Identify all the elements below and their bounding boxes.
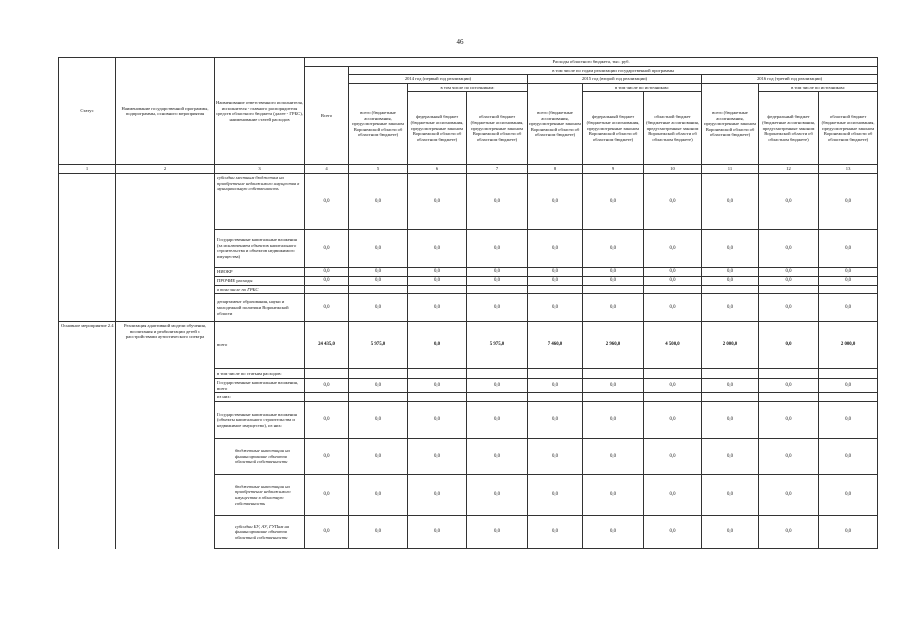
value-cell: 0,0 (644, 276, 702, 285)
value-cell: 0,0 (583, 173, 644, 229)
value-cell: 0,0 (408, 294, 467, 322)
header-2014-regional: областной бюджет (бюджетные ассигнования, предусмотренные законом Воронежской области об областном бюджете) (467, 92, 528, 165)
expense-item-label: субсидии БУ, АУ, ГУПам на финансирование объектов областной собственности (215, 516, 305, 549)
program-cell (116, 516, 215, 549)
value-cell: 0,0 (644, 475, 702, 516)
value-cell (528, 393, 583, 402)
program-cell (116, 267, 215, 276)
column-number: 7 (467, 165, 528, 174)
value-cell: 0,0 (644, 402, 702, 439)
value-cell: 0,0 (759, 439, 819, 475)
header-program: Наименование государственной программы, подпрограммы, основного мероприятия (116, 58, 215, 165)
value-cell: 0,0 (583, 267, 644, 276)
value-cell: 0,0 (408, 379, 467, 393)
header-2015-sources: в том числе по источникам: (583, 83, 702, 92)
value-cell: 0,0 (408, 276, 467, 285)
value-cell (305, 285, 349, 294)
table-row (59, 285, 878, 294)
value-cell: 0,0 (408, 173, 467, 229)
value-cell: 0,0 (408, 402, 467, 439)
value-cell: 0,0 (305, 276, 349, 285)
program-cell (116, 229, 215, 267)
value-cell: 0,0 (467, 276, 528, 285)
expense-item-label: Государственные капитальные вложения (за исключением объектов капитального строительства и объектов недвижимого имущества) (215, 229, 305, 267)
value-cell: 0,0 (528, 516, 583, 549)
value-cell (759, 369, 819, 379)
value-cell (408, 369, 467, 379)
program-cell: Реализация адаптивной модели обучения, воспитания и реабилитации детей с расстройствами аутистического спектра (116, 322, 215, 369)
value-cell: 0,0 (759, 379, 819, 393)
status-cell (59, 267, 116, 276)
value-cell: 0,0 (528, 267, 583, 276)
value-cell: 0,0 (305, 379, 349, 393)
value-cell: 0,0 (305, 229, 349, 267)
value-cell: 0,0 (583, 439, 644, 475)
value-cell: 0,0 (467, 229, 528, 267)
value-cell: 0,0 (819, 173, 878, 229)
value-cell: 2 000,0 (819, 322, 878, 369)
header-2016-sources: в том числе по источникам: (759, 83, 878, 92)
table-row (59, 276, 878, 285)
expense-item-label: НИОКР (215, 267, 305, 276)
header-2015-federal: федеральный бюджет (бюджетные ассигнования, предусмотренные законом Воронежской области об областном бюджете) (583, 92, 644, 165)
value-cell: 0,0 (408, 439, 467, 475)
column-number: 6 (408, 165, 467, 174)
value-cell: 0,0 (583, 516, 644, 549)
value-cell: 0,0 (408, 322, 467, 369)
header-2014-sources: в том числе по источникам: (408, 83, 528, 92)
value-cell (759, 285, 819, 294)
value-cell (305, 369, 349, 379)
column-number-row (59, 165, 878, 174)
value-cell: 0,0 (528, 379, 583, 393)
page-number: 46 (456, 38, 464, 46)
column-number: 11 (702, 165, 759, 174)
value-cell: 0,0 (702, 276, 759, 285)
program-cell (116, 379, 215, 393)
value-cell: 0,0 (702, 439, 759, 475)
value-cell: 0,0 (644, 439, 702, 475)
value-cell: 0,0 (819, 267, 878, 276)
program-cell (116, 475, 215, 516)
value-cell: 24 435,0 (305, 322, 349, 369)
value-cell (583, 285, 644, 294)
value-cell (583, 393, 644, 402)
header-by-years: в том числе по годам реализации государственной программы (349, 66, 878, 75)
table-row (59, 369, 878, 379)
value-cell: 0,0 (759, 402, 819, 439)
value-cell: 0,0 (759, 322, 819, 369)
value-cell: 0,0 (644, 173, 702, 229)
status-cell (59, 516, 116, 549)
value-cell: 0,0 (702, 229, 759, 267)
value-cell: 0,0 (644, 294, 702, 322)
value-cell: 0,0 (583, 475, 644, 516)
value-cell: 0,0 (349, 267, 408, 276)
header-total: Всего (305, 66, 349, 165)
value-cell: 5 975,0 (467, 322, 528, 369)
table-row (59, 229, 878, 267)
header-2015-total: всего (бюджетные ассигнования, предусмотренные законом Воронежской области об областном бюджете) (528, 83, 583, 165)
table-row (59, 379, 878, 393)
header-2016-total: всего (бюджетные ассигнования, предусмотренные законом Воронежской области об областном бюджете) (702, 83, 759, 165)
value-cell (349, 285, 408, 294)
status-cell (59, 285, 116, 294)
value-cell: 0,0 (528, 402, 583, 439)
value-cell (702, 285, 759, 294)
program-cell (116, 439, 215, 475)
value-cell: 0,0 (305, 475, 349, 516)
value-cell: 0,0 (819, 276, 878, 285)
status-cell (59, 294, 116, 322)
value-cell: 0,0 (528, 475, 583, 516)
table-row (59, 439, 878, 475)
value-cell: 0,0 (702, 516, 759, 549)
value-cell: 0,0 (759, 173, 819, 229)
expense-item-label: из них: (215, 393, 305, 402)
value-cell: 0,0 (305, 294, 349, 322)
expense-item-label: бюджетные инвестиции на финансирование объектов областной собственности (215, 439, 305, 475)
value-cell: 2 000,0 (702, 322, 759, 369)
value-cell: 0,0 (349, 402, 408, 439)
value-cell (349, 369, 408, 379)
value-cell (528, 285, 583, 294)
program-cell (116, 402, 215, 439)
header-year-2016: 2016 год (третий год реализации) (702, 75, 878, 84)
value-cell: 7 460,0 (528, 322, 583, 369)
table-row (59, 516, 878, 549)
table-row (59, 322, 878, 369)
header-2015-regional: областной бюджет (бюджетные ассигнования, предусмотренные законом Воронежской области об областном бюджете) (644, 92, 702, 165)
status-cell (59, 379, 116, 393)
program-cell (116, 285, 215, 294)
value-cell: 0,0 (759, 294, 819, 322)
status-cell (59, 439, 116, 475)
value-cell (467, 369, 528, 379)
value-cell: 0,0 (644, 516, 702, 549)
status-cell (59, 276, 116, 285)
expense-item-label: ПРОЧИЕ расходы (215, 276, 305, 285)
value-cell: 0,0 (702, 379, 759, 393)
expense-item-label: в том числе по статьям расходов: (215, 369, 305, 379)
status-cell (59, 402, 116, 439)
value-cell: 0,0 (759, 276, 819, 285)
header-2016-regional: областной бюджет (бюджетные ассигнования, предусмотренные законом Воронежской области об областном бюджете) (819, 92, 878, 165)
value-cell: 0,0 (644, 267, 702, 276)
status-cell (59, 369, 116, 379)
header-year-2015: 2015 год (второй год реализации) (528, 75, 702, 84)
value-cell: 0,0 (305, 173, 349, 229)
value-cell (819, 369, 878, 379)
value-cell: 0,0 (819, 294, 878, 322)
header-executor: Наименование ответственного исполнителя, исполнителя - главного распорядителя средств областного бюджета (далее - ГРБС), наименование статей расходов (215, 58, 305, 165)
value-cell: 0,0 (467, 439, 528, 475)
value-cell: 0,0 (583, 294, 644, 322)
program-cell (116, 276, 215, 285)
value-cell (702, 393, 759, 402)
value-cell: 0,0 (305, 402, 349, 439)
expense-item-label: бюджетные инвестиции на приобретение недвижимого имущества в областную собственность (215, 475, 305, 516)
value-cell (467, 393, 528, 402)
header-year-2014: 2014 год (первый год реализации) (349, 75, 528, 84)
value-cell: 0,0 (349, 439, 408, 475)
column-number: 2 (116, 165, 215, 174)
value-cell: 0,0 (528, 276, 583, 285)
value-cell: 0,0 (528, 439, 583, 475)
value-cell: 2 960,0 (583, 322, 644, 369)
table-header (59, 58, 878, 174)
value-cell (759, 393, 819, 402)
value-cell (819, 285, 878, 294)
value-cell: 0,0 (349, 379, 408, 393)
value-cell: 0,0 (702, 294, 759, 322)
value-cell: 0,0 (819, 475, 878, 516)
value-cell: 0,0 (759, 516, 819, 549)
value-cell: 0,0 (702, 267, 759, 276)
program-cell (116, 173, 215, 229)
value-cell (644, 285, 702, 294)
value-cell: 0,0 (759, 267, 819, 276)
column-number: 1 (59, 165, 116, 174)
column-number: 9 (583, 165, 644, 174)
column-number: 12 (759, 165, 819, 174)
value-cell (528, 369, 583, 379)
value-cell: 0,0 (467, 173, 528, 229)
value-cell: 0,0 (349, 294, 408, 322)
value-cell: 0,0 (305, 439, 349, 475)
expense-item-label: Государственные капитальные вложения, всего (215, 379, 305, 393)
value-cell: 0,0 (349, 475, 408, 516)
value-cell: 0,0 (305, 267, 349, 276)
header-2016-federal: федеральный бюджет (бюджетные ассигнования, предусмотренные законом Воронежской области об областном бюджете) (759, 92, 819, 165)
value-cell: 0,0 (467, 294, 528, 322)
value-cell: 5 975,0 (349, 322, 408, 369)
header-expenses: Расходы областного бюджета, тыс. руб. (305, 58, 878, 67)
value-cell: 0,0 (349, 173, 408, 229)
value-cell: 0,0 (583, 402, 644, 439)
value-cell: 0,0 (819, 229, 878, 267)
value-cell (305, 393, 349, 402)
column-number: 4 (305, 165, 349, 174)
header-2014-total: всего (бюджетные ассигнования, предусмотренные законом Воронежской области об областном бюджете) (349, 83, 408, 165)
program-cell (116, 294, 215, 322)
value-cell: 0,0 (702, 475, 759, 516)
value-cell: 0,0 (467, 475, 528, 516)
column-number: 3 (215, 165, 305, 174)
program-cell (116, 369, 215, 379)
value-cell (644, 369, 702, 379)
expense-item-label: Государственные капитальные вложения (объекты капитального строительства и недвижимое имущество), из них: (215, 402, 305, 439)
value-cell: 0,0 (349, 516, 408, 549)
budget-table (58, 57, 878, 549)
column-number: 13 (819, 165, 878, 174)
budget-table-sheet (58, 57, 877, 549)
header-2014-federal: федеральный бюджет (бюджетные ассигнования, предусмотренные законом Воронежской области об областном бюджете) (408, 92, 467, 165)
status-cell (59, 173, 116, 229)
value-cell: 0,0 (349, 276, 408, 285)
value-cell: 0,0 (644, 229, 702, 267)
value-cell: 0,0 (702, 402, 759, 439)
value-cell (408, 285, 467, 294)
value-cell: 0,0 (408, 516, 467, 549)
value-cell: 0,0 (349, 229, 408, 267)
table-row (59, 475, 878, 516)
table-row (59, 173, 878, 229)
expense-item-label: департамент образования, науки и молодежной политики Воронежской области (215, 294, 305, 322)
value-cell (583, 369, 644, 379)
status-cell: Основное мероприятие 2.4 (59, 322, 116, 369)
value-cell (702, 369, 759, 379)
value-cell: 0,0 (408, 229, 467, 267)
value-cell (819, 393, 878, 402)
table-row (59, 267, 878, 276)
value-cell: 0,0 (759, 475, 819, 516)
value-cell: 0,0 (583, 276, 644, 285)
header-status: Статус (59, 58, 116, 165)
value-cell: 0,0 (819, 402, 878, 439)
value-cell (349, 393, 408, 402)
value-cell: 0,0 (408, 475, 467, 516)
value-cell: 0,0 (528, 173, 583, 229)
value-cell: 0,0 (528, 294, 583, 322)
table-row (59, 402, 878, 439)
column-number: 8 (528, 165, 583, 174)
expense-item-label: субсидии местным бюджетам на приобретение недвижимого имущества в муниципальную собственность (215, 173, 305, 229)
expense-item-label: всего (215, 322, 305, 369)
value-cell: 0,0 (467, 402, 528, 439)
status-cell (59, 393, 116, 402)
value-cell: 0,0 (819, 439, 878, 475)
value-cell: 0,0 (644, 379, 702, 393)
value-cell: 0,0 (702, 173, 759, 229)
table-row (59, 294, 878, 322)
status-cell (59, 475, 116, 516)
value-cell (644, 393, 702, 402)
value-cell: 0,0 (583, 229, 644, 267)
value-cell: 0,0 (467, 516, 528, 549)
value-cell (408, 393, 467, 402)
column-number: 5 (349, 165, 408, 174)
expense-item-label: в том числе по ГРБС (215, 285, 305, 294)
table-row (59, 393, 878, 402)
value-cell: 0,0 (467, 379, 528, 393)
program-cell (116, 393, 215, 402)
value-cell: 0,0 (583, 379, 644, 393)
value-cell: 0,0 (759, 229, 819, 267)
value-cell: 4 500,0 (644, 322, 702, 369)
value-cell: 0,0 (408, 267, 467, 276)
value-cell: 0,0 (819, 379, 878, 393)
value-cell: 0,0 (305, 516, 349, 549)
value-cell (467, 285, 528, 294)
column-number: 10 (644, 165, 702, 174)
table-body (59, 173, 878, 548)
value-cell: 0,0 (819, 516, 878, 549)
status-cell (59, 229, 116, 267)
value-cell: 0,0 (467, 267, 528, 276)
value-cell: 0,0 (528, 229, 583, 267)
